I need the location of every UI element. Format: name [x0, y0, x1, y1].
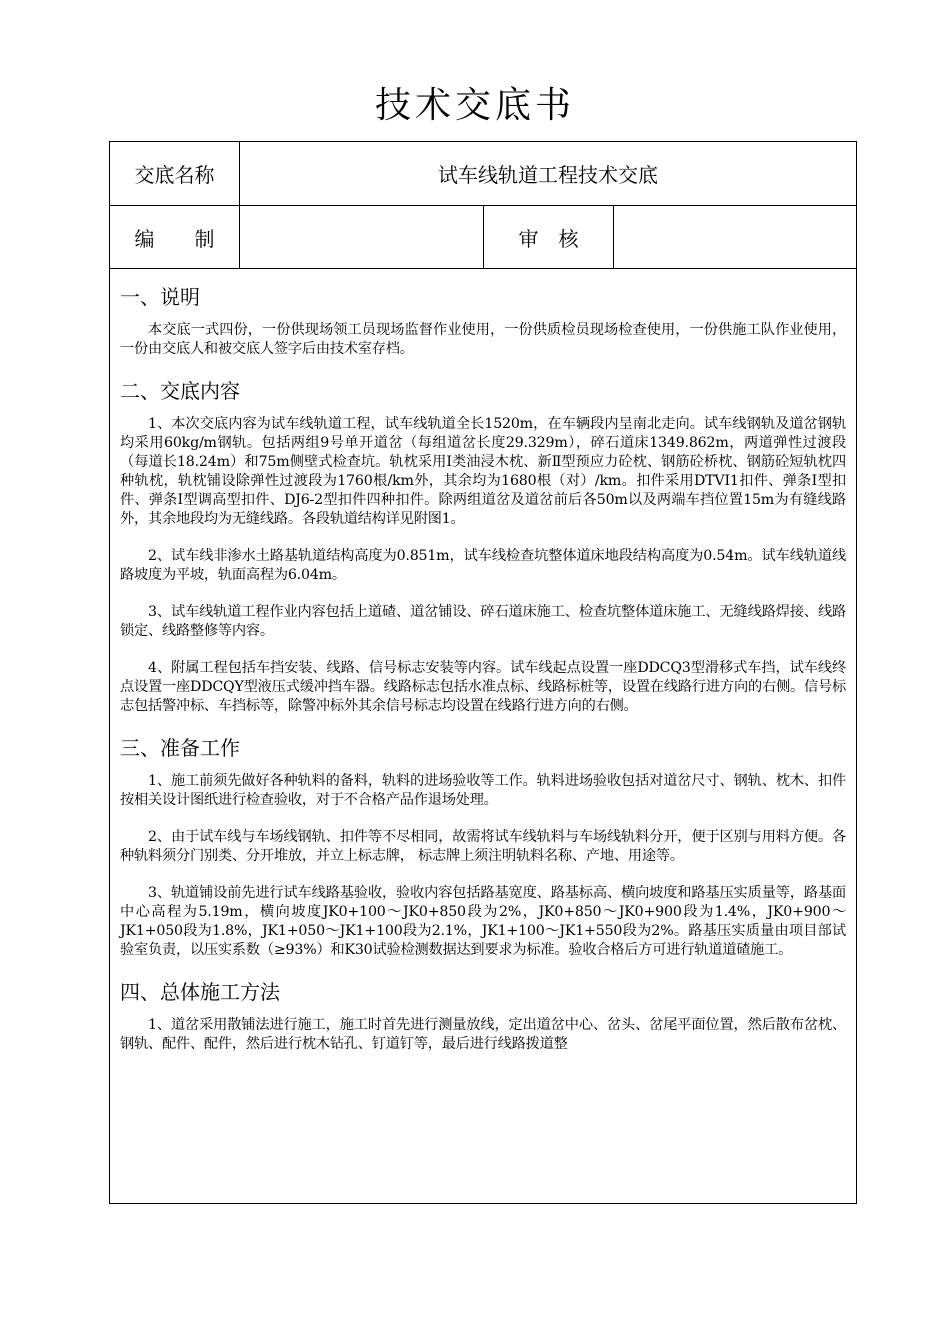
document-title: 技术交底书 — [374, 85, 575, 126]
section-heading: 四、总体施工方法 — [120, 980, 280, 1004]
paragraph: 2、由于试车线与车场线钢轨、扣件等不尽相同，故需将试车线轨料与车场线轨料分开，便于区别与用料方便。各种轨料须分门别类、分开堆放，并立上标志牌， 标志牌上须注明轨料名称、产地、用途等。 — [120, 829, 846, 864]
section-heading: 三、准备工作 — [120, 736, 240, 760]
header-row-signoff — [110, 206, 856, 269]
disclosure-form — [109, 141, 857, 1204]
compile-label: 编 制 — [134, 226, 215, 251]
section-heading: 二、交底内容 — [120, 379, 240, 403]
paragraph: 1、施工前须先做好各种轨料的备料，轨料的进场验收等工作。轨料进场验收包括对道岔尺寸、钢轨、枕木、扣件按相关设计图纸进行检查验收，对于不合格产品作退场处理。 — [120, 773, 846, 808]
section-disclosure-content — [120, 377, 846, 716]
header-row-name — [110, 142, 856, 206]
paragraph: 本交底一式四份，一份供现场领工员现场监督作业使用，一份供质检员现场检查使用，一份供施工队作业使用，一份由交底人和被交底人签字后由技术室存档。 — [120, 322, 846, 357]
review-label: 审 核 — [483, 206, 613, 268]
paragraph: 1、本次交底内容为试车线轨道工程，试车线轨道全长1520m，在车辆段内呈南北走向。试车线钢轨及道岔钢轨均采用60kg/m钢轨。包括两组9号单开道岔（每组道岔长度29.329m），碎石道床1349.862m，两道弹性过渡段（每道长18.24m）和75m侧壁式检查坑。轨枕采用Ⅰ类油浸木枕、新Ⅱ型预应力砼枕、钢筋砼桥枕、钢筋砼短轨枕四种轨枕，轨枕铺设除弹性过渡段为1760根/km外，其余均为1680根（对）/km。扣件采用DTVI1扣件、弹条Ⅰ型扣件、弹条Ⅰ型调高型扣件、DJ6-2型扣件四种扣件。除两组道岔及道岔前后各50m以及两端车挡位置15m为有缝线路外，其余地段均为无缝线路。各段轨道结构详见附图1。 — [120, 416, 846, 527]
compile-value — [239, 206, 483, 268]
paragraph: 2、试车线非渗水土路基轨道结构高度为0.851m，试车线检查坑整体道床地段结构高度为0.54m。试车线轨道线路坡度为平坡，轨面高程为6.04m。 — [120, 548, 846, 583]
paragraph: 3、试车线轨道工程作业内容包括上道碴、道岔铺设、碎石道床施工、检查坑整体道床施工、无缝线路焊接、线路锁定、线路整修等内容。 — [120, 604, 846, 639]
review-value — [613, 206, 856, 268]
paragraph: 4、附属工程包括车挡安装、线路、信号标志安装等内容。试车线起点设置一座DDCQ3型滑移式车挡，试车线终点设置一座DDCQY型液压式缓冲挡车器。线路标志包括水准点标、线路标桩等，设置在线路行进方向的右侧。信号标志包括警冲标、车挡标等，除警冲标外其余信号标志均设置在线路行进方向的右侧。 — [120, 660, 846, 714]
section-heading: 一、说明 — [120, 285, 200, 309]
section-construction-method — [120, 978, 846, 1054]
name-value: 试车线轨道工程技术交底 — [239, 142, 856, 205]
document-body — [110, 269, 856, 1072]
section-explanation — [120, 283, 846, 359]
paragraph: 3、轨道铺设前先进行试车线路基验收，验收内容包括路基宽度、路基标高、横向坡度和路基压实质量等，路基面中心高程为5.19m，横向坡度JK0+100～JK0+850段为2%，JK0+850～JK0+900段为1.4%，JK0+900～JK1+050段为1.8%，JK1+050～JK1+100段为2.1%，JK1+100～JK1+550段为2%。路基压实质量由项目部试验室负责，以压实系数（≥93%）和K30试验检测数据达到要求为标准。验收合格后方可进行轨道道碴施工。 — [120, 885, 846, 958]
paragraph: 1、道岔采用散铺法进行施工，施工时首先进行测量放线，定出道岔中心、岔头、岔尾平面位置，然后散布岔枕、钢轨、配件、配件，然后进行枕木钻孔、钉道钉等，最后进行线路拨道整 — [120, 1017, 846, 1052]
section-preparation — [120, 734, 846, 960]
name-label: 交底名称 — [134, 163, 215, 187]
